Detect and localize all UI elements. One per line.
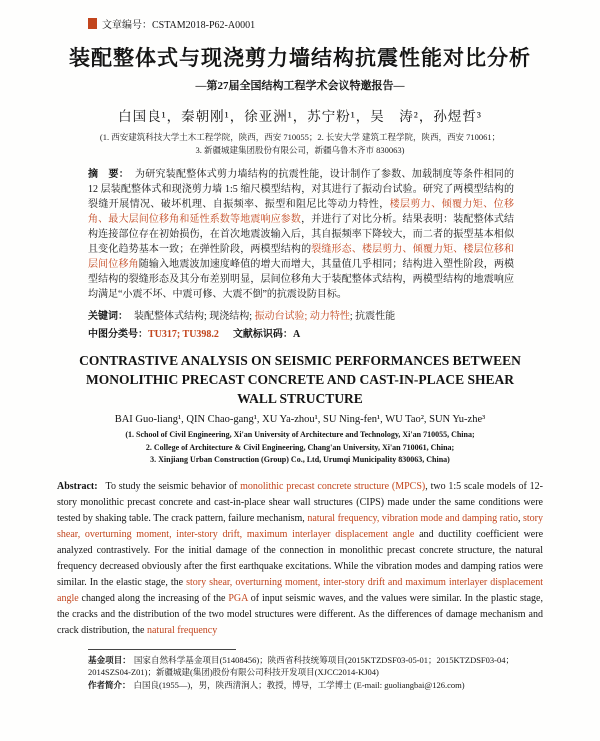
affiliations-cn: [60, 131, 540, 157]
title-en-line-2: MONOLITHIC PRECAST CONCRETE AND CAST-IN-PLACE SHEAR: [86, 371, 514, 387]
bio-label: 作者简介：: [88, 680, 131, 691]
abstract-en-text: To study the seismic behavior of monolithic precast concrete structure (MPCS), two 1:5 scale models of 12-story monolithic precast concrete and cast-in-place shear wall structures (CIPS) made under the same conditions were tested by shaking table. The crack pattern, failure mechanism, natural frequency, vibration mode and damping ratio, story shear, overturning moment, inter-story drift, maximum interlayer displacement angle and ductility coefficient were analyzed contrastively. For the initial damage of the connection in monolithic precast concrete structure, the natural frequency decreased obviously after the first earthquake excitations. While the vibration modes and damping ratios were similar. In the elastic stage, the story shear, overturning moment, inter-story drift and maximum interlayer displacement angle changed along the increasing of the PGA of input seismic waves, and the values were similar. In the plastic stage, the cracks and the distribution of the two model structures were different. As the differences of damage mechanism and crack distribution, the natural frequency: [57, 480, 544, 636]
clc-line: [88, 325, 514, 340]
abstract-cn-label: 摘 要：: [88, 168, 129, 180]
keywords-label: 关键词：: [88, 310, 128, 322]
paper-subtitle-cn: —第27届全国结构工程学术会议特邀报告—: [195, 80, 405, 93]
article-number: 文章编号：CSTAM2018-P62-A0001: [102, 20, 256, 31]
document-code-value: A: [292, 328, 301, 340]
abstract-en-label: Abstract:: [57, 480, 98, 492]
paper-title-cn: 装配整体式与现浇剪力墙结构抗震性能对比分析: [69, 46, 531, 70]
article-number-row: [88, 16, 514, 31]
abstract-cn: [88, 167, 514, 302]
affiliation-cn-line-2: 3. 新疆城建集团股份有限公司，新疆乌鲁木齐市 830063): [195, 145, 405, 155]
affiliation-en-line-2: 2. College of Architecture & Civil Engineering, Chang'an University, Xi'an 710061, China;: [145, 442, 455, 452]
bio-text: 白国良(1955—)，男，陕西清涧人；教授，博导，工学博士 (E-mail: guoliangbai@126.com): [133, 680, 465, 691]
red-marker-icon: [88, 18, 97, 29]
keywords-line: [88, 307, 514, 322]
title-en-line-3: WALL STRUCTURE: [237, 390, 363, 406]
affiliation-en-line-1: (1. School of Civil Engineering, Xi'an University of Architecture and Technology, Xi'an 710055, China;: [125, 430, 475, 440]
footnote-rule: [88, 649, 236, 650]
fund-text: 国家自然科学基金项目(51408456)；陕西省科技统筹项目(2015KTZDSF03-05-01；2015KTZDSF03-04；2014SZS04-Z01)；新疆城建(集团)股份有限公司科技开发项目(XJCC2014-KJ04): [88, 654, 514, 678]
document-code-label: 文献标识码：: [232, 328, 293, 340]
author-bio-note: [88, 679, 514, 692]
paper-title-en: [60, 352, 540, 409]
fund-label: 基金项目：: [88, 654, 131, 665]
authors-en: BAI Guo-liang¹, QIN Chao-gang¹, XU Ya-zhou¹, SU Ning-fen¹, WU Tao², SUN Yu-zhe³: [114, 414, 486, 426]
abstract-en: [57, 479, 543, 639]
title-en-line-1: CONTRASTIVE ANALYSIS ON SEISMIC PERFORMANCES BETWEEN: [79, 352, 521, 368]
authors-cn: 白国良¹，秦朝刚¹，徐亚洲¹，苏宁粉¹，吴 涛²，孙煜哲³: [118, 109, 482, 125]
affiliations-en: [50, 429, 550, 466]
affiliation-en-line-3: 3. Xinjiang Urban Construction (Group) Co., Ltd, Urumqi Municipality 830063, China): [150, 455, 450, 465]
clc-number: TU317; TU398.2: [148, 328, 219, 340]
abstract-cn-text: 为研究装配整体式剪力墙结构的抗震性能，设计制作了参数、加载制度等条件相同的 12 层装配整体式和现浇剪力墙 1:5 缩尺模型结构，对其进行了振动台试验。研究了两模型结构的裂缝开展情况、破坏机理、自振频率、振型和阻尼比等动力特性，楼层剪力、倾覆力矩、位移角、最大层间位移角和延性系数等地震响应参数，并进行了对比分析。结果表明：装配整体式结构连接部位存在初始损伤，在首次地震波输入后，其自振频率下降较大，而二者的振型基本相似且变化趋势基本一致；在弹性阶段，两模型结构的裂缝形态、楼层剪力、倾覆力矩、楼层位移和层间位移角随输入地震波加速度峰值的增大而增大，其量值几乎相同；结构进入塑性阶段，两模型结构的裂缝形态及其分布差别明显，层间位移角大于装配整体式结构，两模型结构的地震响应均满足“小震不坏、中震可修、大震不倒”的抗震设防目标。: [88, 168, 515, 300]
footnote-block: [88, 649, 514, 692]
affiliation-cn-line-1: (1. 西安建筑科技大学土木工程学院，陕西，西安 710055；2. 长安大学 建筑工程学院，陕西，西安 710061；: [99, 132, 501, 143]
clc-label: 中图分类号：: [88, 328, 148, 340]
fund-note: [88, 654, 514, 680]
keywords-text: 装配整体式结构; 现浇结构; 振动台试验; 动力特性; 抗震性能: [134, 310, 396, 322]
